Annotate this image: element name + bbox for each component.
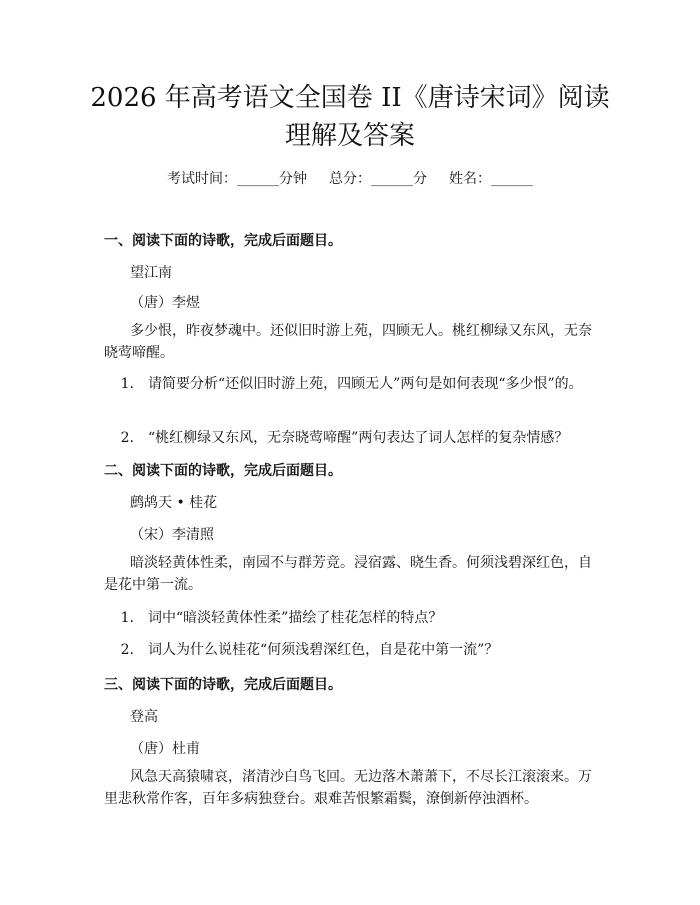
exam-meta [0,168,700,188]
question-number: 1. [120,610,134,626]
question-text: 请简要分析“还似旧时游上苑，四顾无人”两句是如何表现“多少恨”的。 [148,376,583,392]
question-number: 2. [120,430,134,446]
section-1-question-1 [104,372,600,396]
section-2-question-1 [104,606,600,630]
question-number: 1. [120,376,134,392]
section-2-poem-title: 鹧鸪天 • 桂花 [130,495,218,511]
section-1-heading: 一、阅读下面的诗歌，完成后面题目。 [104,233,342,249]
question-text: “桃红柳绿又东风，无奈晓莺啼醒”两句表达了词人怎样的复杂情感？ [148,430,569,446]
exam-time-field: 考试时间：______分钟 [167,171,307,187]
name-field: 姓名：______ [449,171,533,187]
section-3-poem-text: 风急天高猿啸哀，渚清沙白鸟飞回。无边落木萧萧下，不尽长江滚滚来。万里悲秋常作客，百年多病独登台。艰难苦恨繁霜鬓，潦倒新停浊酒杯。 [104,769,592,807]
section-1-question-2 [104,426,600,450]
document-title-line-2: 理解及答案 [284,121,415,151]
question-text: 词人为什么说桂花“何须浅碧深红色，自是花中第一流”？ [148,642,499,658]
section-3-heading: 三、阅读下面的诗歌，完成后面题目。 [104,677,342,693]
section-1-poem-text: 多少恨，昨夜梦魂中。还似旧时游上苑，四顾无人。桃红柳绿又东风，无奈晓莺啼醒。 [104,323,592,361]
section-3-poem-title: 登高 [130,709,158,725]
section-2-heading: 二、阅读下面的诗歌，完成后面题目。 [104,463,342,479]
question-text: 词中“暗淡轻黄体性柔”描绘了桂花怎样的特点？ [148,610,443,626]
section-2-author: （宋）李清照 [130,527,214,543]
total-score-field: 总分：______分 [329,171,427,187]
section-3-author: （唐）杜甫 [130,741,200,757]
section-2-question-2 [104,638,600,662]
question-number: 2. [120,642,134,658]
document-title-line-1: 2026 年高考语文全国卷 II《唐诗宋词》阅读 [90,83,610,113]
section-1-author: （唐）李煜 [130,295,200,311]
section-2-poem-text: 暗淡轻黄体性柔，南园不与群芳竞。浸宿露、晓生香。何须浅碧深红色，自是花中第一流。 [104,555,592,593]
section-1-poem-title: 望江南 [130,265,172,281]
